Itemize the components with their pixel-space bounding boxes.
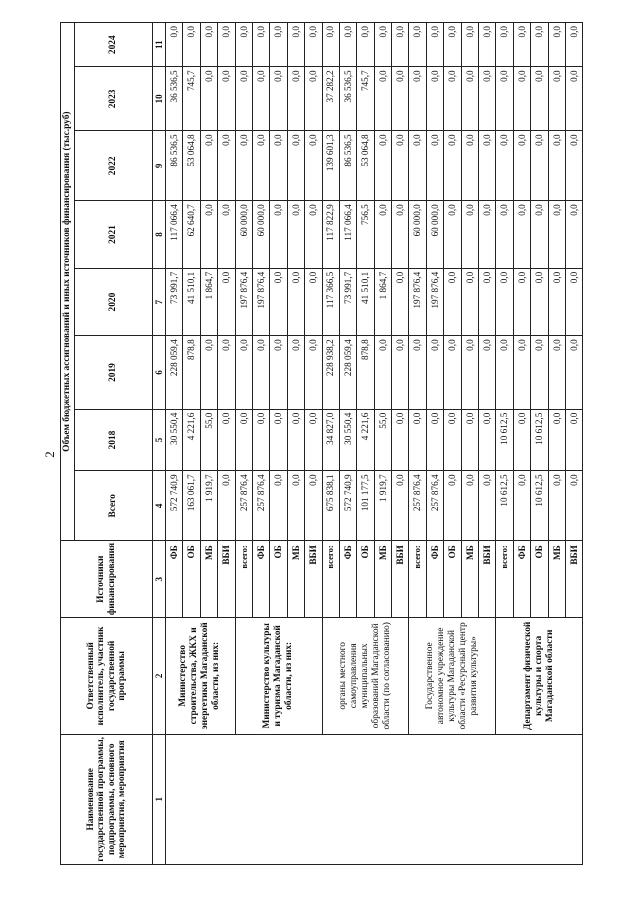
total-value-cell: 0,0	[444, 471, 461, 541]
year-value-cell: 0,0	[565, 336, 582, 409]
year-value-cell: 0,0	[287, 409, 304, 471]
total-value-cell: 101 177,5	[357, 471, 374, 541]
year-value-cell: 0,0	[287, 336, 304, 409]
year-value-cell: 0,0	[392, 268, 409, 336]
funding-source-cell: ОБ	[444, 541, 461, 618]
header-group-cell: Объем бюджетных ассигнований и иных источников финансирования (тыс.руб)	[61, 23, 75, 541]
header-year-cell: 2018	[75, 409, 153, 471]
header-year-cell: 2022	[75, 131, 153, 201]
year-value-cell: 0,0	[479, 23, 496, 67]
column-number-cell: 7	[153, 268, 166, 336]
executor-cell: органы местного самоуправления муниципальных образований Магаданской области (по согласованию)	[322, 618, 409, 734]
year-value-cell: 0,0	[565, 201, 582, 269]
year-value-cell: 0,0	[461, 336, 478, 409]
year-value-cell: 60 000,0	[235, 201, 252, 269]
year-value-cell: 756,5	[357, 201, 374, 269]
year-value-cell: 0,0	[426, 23, 443, 67]
year-value-cell: 0,0	[374, 131, 391, 201]
year-value-cell: 0,0	[513, 268, 530, 336]
year-value-cell: 197 876,4	[235, 268, 252, 336]
year-value-cell: 0,0	[287, 201, 304, 269]
year-value-cell: 0,0	[513, 336, 530, 409]
year-value-cell: 0,0	[392, 336, 409, 409]
funding-source-cell: ВБИ	[565, 541, 582, 618]
year-value-cell: 139 601,3	[322, 131, 339, 201]
year-value-cell: 0,0	[305, 201, 322, 269]
funding-source-cell: ФБ	[339, 541, 356, 618]
year-value-cell: 745,7	[357, 67, 374, 131]
year-value-cell: 0,0	[200, 201, 217, 269]
year-value-cell: 0,0	[531, 336, 548, 409]
total-value-cell: 0,0	[548, 471, 565, 541]
year-value-cell: 0,0	[513, 131, 530, 201]
year-value-cell: 53 064,8	[183, 131, 200, 201]
year-value-cell: 0,0	[444, 67, 461, 131]
year-value-cell: 0,0	[461, 131, 478, 201]
year-value-cell: 4 221,6	[357, 409, 374, 471]
total-value-cell: 0,0	[565, 471, 582, 541]
year-value-cell: 0,0	[374, 201, 391, 269]
rotated-page	[60, 22, 579, 865]
funding-source-cell: всего:	[496, 541, 513, 618]
year-value-cell: 0,0	[218, 409, 235, 471]
year-value-cell: 0,0	[565, 409, 582, 471]
year-value-cell: 0,0	[531, 67, 548, 131]
year-value-cell: 36 536,5	[166, 67, 183, 131]
year-value-cell: 0,0	[392, 67, 409, 131]
year-value-cell: 0,0	[287, 67, 304, 131]
year-value-cell: 0,0	[444, 201, 461, 269]
year-value-cell: 0,0	[200, 336, 217, 409]
year-value-cell: 0,0	[409, 23, 426, 67]
executor-cell: Государственное автономное учреждение культуры Магаданской области «Ресурсный центр развития культуры»	[409, 618, 496, 734]
year-value-cell: 0,0	[252, 67, 269, 131]
column-number-cell: 9	[153, 131, 166, 201]
funding-source-cell: ФБ	[426, 541, 443, 618]
year-value-cell: 37 282,2	[322, 67, 339, 131]
year-value-cell: 0,0	[357, 23, 374, 67]
year-value-cell: 0,0	[426, 131, 443, 201]
year-value-cell: 0,0	[270, 131, 287, 201]
year-value-cell: 0,0	[426, 67, 443, 131]
year-value-cell: 0,0	[339, 23, 356, 67]
year-value-cell: 0,0	[270, 67, 287, 131]
year-value-cell: 0,0	[305, 23, 322, 67]
total-value-cell: 257 876,4	[426, 471, 443, 541]
year-value-cell: 0,0	[461, 67, 478, 131]
rotated-table-wrapper	[60, 22, 579, 865]
year-value-cell: 1 864,7	[374, 268, 391, 336]
year-value-cell: 0,0	[426, 409, 443, 471]
total-value-cell: 0,0	[305, 471, 322, 541]
header-total-cell: Всего	[75, 471, 153, 541]
total-value-cell: 163 061,7	[183, 471, 200, 541]
year-value-cell: 0,0	[513, 409, 530, 471]
year-value-cell: 0,0	[374, 67, 391, 131]
year-value-cell: 878,8	[357, 336, 374, 409]
year-value-cell: 55,0	[374, 409, 391, 471]
year-value-cell: 197 876,4	[252, 268, 269, 336]
year-value-cell: 0,0	[444, 131, 461, 201]
year-value-cell: 0,0	[218, 201, 235, 269]
year-value-cell: 0,0	[444, 268, 461, 336]
total-value-cell: 257 876,4	[252, 471, 269, 541]
funding-source-cell: МБ	[374, 541, 391, 618]
year-value-cell: 0,0	[479, 336, 496, 409]
year-value-cell: 0,0	[392, 409, 409, 471]
year-value-cell: 0,0	[270, 23, 287, 67]
year-value-cell: 0,0	[409, 336, 426, 409]
year-value-cell: 0,0	[548, 23, 565, 67]
funding-source-cell: всего:	[322, 541, 339, 618]
year-value-cell: 73 991,7	[339, 268, 356, 336]
year-value-cell: 30 550,4	[339, 409, 356, 471]
year-value-cell: 197 876,4	[426, 268, 443, 336]
year-value-cell: 0,0	[444, 23, 461, 67]
page-number: 2	[41, 451, 57, 458]
total-value-cell: 10 612,5	[531, 471, 548, 541]
funding-source-cell: ВБИ	[392, 541, 409, 618]
header-year-cell: 2024	[75, 23, 153, 67]
header-year-cell: 2020	[75, 268, 153, 336]
year-value-cell: 0,0	[409, 409, 426, 471]
funding-source-cell: ВБИ	[479, 541, 496, 618]
year-value-cell: 197 876,4	[409, 268, 426, 336]
funding-source-cell: ФБ	[166, 541, 183, 618]
year-value-cell: 53 064,8	[357, 131, 374, 201]
funding-source-cell: ОБ	[270, 541, 287, 618]
funding-source-cell: ОБ	[357, 541, 374, 618]
year-value-cell: 0,0	[565, 268, 582, 336]
column-number-cell: 6	[153, 336, 166, 409]
funding-source-cell: МБ	[200, 541, 217, 618]
year-value-cell: 0,0	[461, 201, 478, 269]
year-value-cell: 0,0	[235, 23, 252, 67]
year-value-cell: 0,0	[218, 131, 235, 201]
year-value-cell: 0,0	[548, 268, 565, 336]
year-value-cell: 0,0	[305, 336, 322, 409]
year-value-cell: 0,0	[548, 67, 565, 131]
funding-source-cell: всего:	[235, 541, 252, 618]
funding-source-cell: ОБ	[183, 541, 200, 618]
year-value-cell: 0,0	[218, 67, 235, 131]
year-value-cell: 0,0	[479, 409, 496, 471]
year-value-cell: 41 510,1	[183, 268, 200, 336]
year-value-cell: 41 510,1	[357, 268, 374, 336]
year-value-cell: 0,0	[392, 201, 409, 269]
year-value-cell: 0,0	[426, 336, 443, 409]
column-number-cell: 5	[153, 409, 166, 471]
funding-source-cell: МБ	[287, 541, 304, 618]
header-row-top	[61, 23, 75, 865]
year-value-cell: 0,0	[548, 201, 565, 269]
year-value-cell: 0,0	[183, 23, 200, 67]
year-value-cell: 0,0	[252, 409, 269, 471]
total-value-cell: 0,0	[287, 471, 304, 541]
total-value-cell: 10 612,5	[496, 471, 513, 541]
year-value-cell: 0,0	[479, 201, 496, 269]
executor-cell: Департамент физической культуры и спорта Магаданской области	[496, 618, 583, 734]
year-value-cell: 0,0	[565, 131, 582, 201]
year-value-cell: 0,0	[548, 409, 565, 471]
year-value-cell: 73 991,7	[166, 268, 183, 336]
column-number-cell: 11	[153, 23, 166, 67]
year-value-cell: 1 864,7	[200, 268, 217, 336]
year-value-cell: 0,0	[496, 336, 513, 409]
year-value-cell: 0,0	[270, 268, 287, 336]
year-value-cell: 0,0	[305, 67, 322, 131]
year-value-cell: 0,0	[270, 336, 287, 409]
total-value-cell: 0,0	[218, 471, 235, 541]
year-value-cell: 0,0	[513, 201, 530, 269]
total-value-cell: 257 876,4	[235, 471, 252, 541]
year-value-cell: 0,0	[218, 336, 235, 409]
year-value-cell: 0,0	[496, 201, 513, 269]
year-value-cell: 30 550,4	[166, 409, 183, 471]
year-value-cell: 0,0	[496, 23, 513, 67]
year-value-cell: 0,0	[461, 23, 478, 67]
year-value-cell: 0,0	[531, 201, 548, 269]
year-value-cell: 0,0	[287, 268, 304, 336]
total-value-cell: 572 740,9	[339, 471, 356, 541]
column-number-cell: 8	[153, 201, 166, 269]
year-value-cell: 10 612,5	[496, 409, 513, 471]
year-value-cell: 0,0	[252, 336, 269, 409]
funding-source-cell: ВБИ	[218, 541, 235, 618]
table-row	[166, 23, 183, 865]
year-value-cell: 0,0	[513, 67, 530, 131]
year-value-cell: 10 612,5	[531, 409, 548, 471]
year-value-cell: 228 059,4	[339, 336, 356, 409]
total-value-cell: 0,0	[270, 471, 287, 541]
executor-cell: Министерство культуры и туризма Магаданской области, из них:	[235, 618, 322, 734]
year-value-cell: 0,0	[409, 67, 426, 131]
year-value-cell: 0,0	[392, 131, 409, 201]
column-number-cell: 4	[153, 471, 166, 541]
year-value-cell: 0,0	[479, 131, 496, 201]
year-value-cell: 0,0	[479, 268, 496, 336]
year-value-cell: 0,0	[270, 201, 287, 269]
funding-source-cell: МБ	[461, 541, 478, 618]
year-value-cell: 0,0	[548, 336, 565, 409]
total-value-cell: 0,0	[513, 471, 530, 541]
year-value-cell: 0,0	[374, 23, 391, 67]
year-value-cell: 0,0	[496, 131, 513, 201]
year-value-cell: 34 827,0	[322, 409, 339, 471]
year-value-cell: 745,7	[183, 67, 200, 131]
year-value-cell: 86 536,5	[339, 131, 356, 201]
program-name-cell	[166, 734, 583, 864]
header-year-cell: 2019	[75, 336, 153, 409]
column-number-cell: 2	[153, 618, 166, 734]
year-value-cell: 117 066,4	[166, 201, 183, 269]
year-value-cell: 0,0	[444, 336, 461, 409]
year-value-cell: 62 640,7	[183, 201, 200, 269]
year-value-cell: 0,0	[218, 268, 235, 336]
total-value-cell: 1 919,7	[374, 471, 391, 541]
year-value-cell: 86 536,5	[166, 131, 183, 201]
year-value-cell: 0,0	[374, 336, 391, 409]
year-value-cell: 0,0	[409, 131, 426, 201]
year-value-cell: 0,0	[252, 23, 269, 67]
year-value-cell: 60 000,0	[426, 201, 443, 269]
year-value-cell: 55,0	[200, 409, 217, 471]
year-value-cell: 0,0	[235, 409, 252, 471]
funding-source-cell: МБ	[548, 541, 565, 618]
year-value-cell: 117 066,4	[339, 201, 356, 269]
year-value-cell: 0,0	[444, 409, 461, 471]
total-value-cell: 257 876,4	[409, 471, 426, 541]
total-value-cell: 0,0	[392, 471, 409, 541]
header-executor-cell: Ответственный исполнитель, участник государственной программы	[61, 618, 153, 734]
column-number-row	[153, 23, 166, 865]
year-value-cell: 117 822,9	[322, 201, 339, 269]
year-value-cell: 0,0	[513, 23, 530, 67]
year-value-cell: 228 059,4	[166, 336, 183, 409]
year-value-cell: 0,0	[235, 131, 252, 201]
financing-table	[60, 22, 583, 865]
year-value-cell: 0,0	[565, 23, 582, 67]
year-value-cell: 0,0	[496, 268, 513, 336]
year-value-cell: 0,0	[287, 23, 304, 67]
year-value-cell: 0,0	[531, 268, 548, 336]
column-number-cell: 10	[153, 67, 166, 131]
year-value-cell: 0,0	[565, 67, 582, 131]
funding-source-cell: ВБИ	[305, 541, 322, 618]
year-value-cell: 0,0	[235, 67, 252, 131]
year-value-cell: 228 938,2	[322, 336, 339, 409]
column-number-cell: 3	[153, 541, 166, 618]
year-value-cell: 0,0	[305, 409, 322, 471]
year-value-cell: 0,0	[166, 23, 183, 67]
year-value-cell: 60 000,0	[252, 201, 269, 269]
year-value-cell: 0,0	[200, 67, 217, 131]
year-value-cell: 0,0	[200, 131, 217, 201]
header-year-cell: 2023	[75, 67, 153, 131]
funding-source-cell: ФБ	[513, 541, 530, 618]
year-value-cell: 0,0	[218, 23, 235, 67]
year-value-cell: 0,0	[461, 268, 478, 336]
year-value-cell: 878,8	[183, 336, 200, 409]
header-name-cell: Наименование государственной программы, подпрограммы, основного мероприятия, мероприятия	[61, 734, 153, 864]
total-value-cell: 675 838,1	[322, 471, 339, 541]
total-value-cell: 0,0	[479, 471, 496, 541]
funding-source-cell: всего:	[409, 541, 426, 618]
year-value-cell: 0,0	[200, 23, 217, 67]
year-value-cell: 0,0	[305, 268, 322, 336]
year-value-cell: 0,0	[252, 131, 269, 201]
total-value-cell: 0,0	[461, 471, 478, 541]
total-value-cell: 1 919,7	[200, 471, 217, 541]
year-value-cell: 0,0	[392, 23, 409, 67]
year-value-cell: 0,0	[305, 131, 322, 201]
year-value-cell: 0,0	[548, 131, 565, 201]
year-value-cell: 117 366,5	[322, 268, 339, 336]
year-value-cell: 0,0	[287, 131, 304, 201]
funding-source-cell: ОБ	[531, 541, 548, 618]
year-value-cell: 36 536,5	[339, 67, 356, 131]
year-value-cell: 0,0	[235, 336, 252, 409]
year-value-cell: 0,0	[531, 23, 548, 67]
column-number-cell: 1	[153, 734, 166, 864]
year-value-cell: 0,0	[461, 409, 478, 471]
funding-source-cell: ФБ	[252, 541, 269, 618]
year-value-cell: 0,0	[270, 409, 287, 471]
year-value-cell: 4 221,6	[183, 409, 200, 471]
year-value-cell: 60 000,0	[409, 201, 426, 269]
year-value-cell: 0,0	[496, 67, 513, 131]
year-value-cell: 0,0	[322, 23, 339, 67]
executor-cell: Министерство строительства, ЖКХ и энергетики Магаданской области, из них:	[166, 618, 236, 734]
header-year-cell: 2021	[75, 201, 153, 269]
year-value-cell: 0,0	[479, 67, 496, 131]
year-value-cell: 0,0	[531, 131, 548, 201]
header-source-cell: Источники финансирования	[61, 541, 153, 618]
total-value-cell: 572 740,9	[166, 471, 183, 541]
